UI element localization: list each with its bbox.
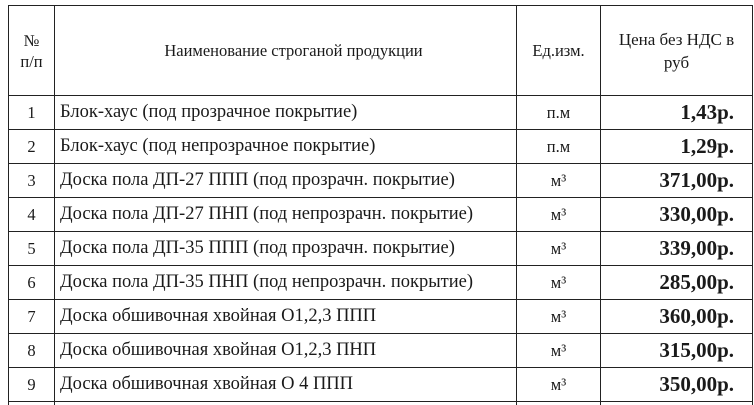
header-name	[55, 6, 517, 96]
row-price: 339,00р.	[601, 232, 753, 266]
row-price: 350,00р.	[601, 368, 753, 402]
row-name: Доска пола ДП-35 ПНП (под непрозрачн. покрытие)	[55, 266, 517, 300]
row-unit	[517, 402, 601, 405]
row-unit: м³	[517, 198, 601, 232]
row-number: 6	[9, 266, 55, 300]
header-name-label: Наименование строганой продукции	[164, 41, 422, 60]
row-number: 4	[9, 198, 55, 232]
header-price-label: Цена без НДС в руб	[619, 30, 734, 72]
row-unit: п.м	[517, 96, 601, 130]
row-number: 7	[9, 300, 55, 334]
row-price: 285,00р.	[601, 266, 753, 300]
table-row	[9, 198, 753, 232]
row-name: Блок-хаус (под прозрачное покрытие)	[55, 96, 517, 130]
table-row	[9, 96, 753, 130]
header-unit	[517, 6, 601, 96]
row-unit: м³	[517, 334, 601, 368]
row-name: Доска пола ДП-35 ППП (под прозрачн. покрытие)	[55, 232, 517, 266]
row-number: 5	[9, 232, 55, 266]
header-number	[9, 6, 55, 96]
row-number	[9, 402, 55, 405]
row-name: Доска обшивочная хвойная О 4 ППП	[55, 368, 517, 402]
price-table-header	[9, 6, 753, 96]
row-price	[601, 402, 753, 405]
row-number: 8	[9, 334, 55, 368]
table-row	[9, 266, 753, 300]
row-name: Доска обшивочная хвойная О1,2,3 ПНП	[55, 334, 517, 368]
row-unit: м³	[517, 232, 601, 266]
row-price: 1,29р.	[601, 130, 753, 164]
row-number: 9	[9, 368, 55, 402]
row-price: 371,00р.	[601, 164, 753, 198]
table-row	[9, 334, 753, 368]
row-number: 2	[9, 130, 55, 164]
row-price: 315,00р.	[601, 334, 753, 368]
row-unit: м³	[517, 266, 601, 300]
table-row	[9, 164, 753, 198]
row-price: 330,00р.	[601, 198, 753, 232]
row-name	[55, 402, 517, 405]
table-row	[9, 130, 753, 164]
row-unit: м³	[517, 300, 601, 334]
table-row	[9, 300, 753, 334]
row-unit: м³	[517, 368, 601, 402]
row-name: Блок-хаус (под непрозрачное покрытие)	[55, 130, 517, 164]
header-row	[9, 6, 753, 96]
table-row-partial	[9, 402, 753, 405]
row-name: Доска пола ДП-27 ППП (под прозрачн. покрытие)	[55, 164, 517, 198]
row-unit: п.м	[517, 130, 601, 164]
header-price	[601, 6, 753, 96]
table-row	[9, 368, 753, 402]
price-list-page	[8, 5, 754, 405]
header-number-label: № п/п	[20, 31, 42, 71]
row-number: 1	[9, 96, 55, 130]
header-unit-label: Ед.изм.	[532, 41, 584, 60]
row-number: 3	[9, 164, 55, 198]
row-name: Доска пола ДП-27 ПНП (под непрозрачн. покрытие)	[55, 198, 517, 232]
table-row	[9, 232, 753, 266]
row-price: 1,43р.	[601, 96, 753, 130]
price-table	[8, 5, 753, 405]
price-table-body	[9, 96, 753, 405]
row-name: Доска обшивочная хвойная О1,2,3 ППП	[55, 300, 517, 334]
row-price: 360,00р.	[601, 300, 753, 334]
row-unit: м³	[517, 164, 601, 198]
